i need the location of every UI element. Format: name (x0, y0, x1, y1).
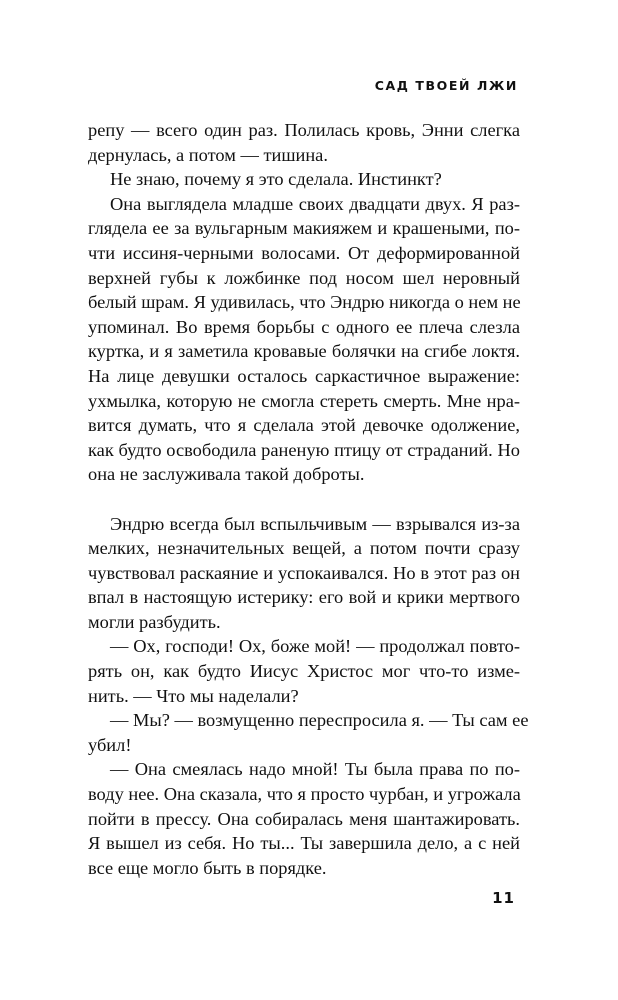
section-break (88, 487, 520, 512)
text-line: вится думать, что я сделала этой девочке одолжение, (88, 415, 520, 436)
text-line: Я вышел из себя. Но ты... Ты завершила дело, а с ней (88, 833, 520, 854)
text-line: верхней губы к ложбинке под носом шел неровный (88, 267, 520, 288)
text-line: Эндрю всегда был вспыльчивым — взрывался из-за (110, 513, 520, 534)
text-line: рять он, как будто Иисус Христос мог что-то изме- (88, 661, 520, 682)
running-title: САД ТВОЕЙ ЛЖИ (374, 78, 518, 93)
text-line: упоминал. Во время борьбы с одного ее плеча слезла (88, 316, 520, 337)
text-line: мелких, незначительных вещей, а потом почти сразу (88, 538, 520, 559)
text-line: дернулась, а потом — тишина. (88, 144, 328, 165)
text-line: как будто освободила раненую птицу от страданий. Но (88, 439, 520, 460)
page-number: 11 (492, 889, 515, 907)
text-line: — Мы? — возмущенно переспросила я. — Ты сам ее (110, 710, 529, 731)
text-line: На лице девушки осталось саркастичное выражение: (88, 365, 520, 386)
text-line: белый шрам. Я удивилась, что Эндрю никогда о нем не (88, 292, 521, 313)
text-line: убил! (88, 734, 132, 755)
text-line: — Она смеялась надо мной! Ты была права по по- (110, 759, 520, 780)
text-line: все еще могло быть в порядке. (88, 857, 327, 878)
text-line: репу — всего один раз. Полилась кровь, Энни слегка (88, 120, 520, 140)
text-line: — Ох, господи! Ох, боже мой! — продолжал повто- (110, 636, 520, 657)
text-line: куртка, и я заметила кровавые болячки на сгибе локтя. (88, 341, 520, 362)
text-line: впал в настоящую истерику: его вой и крики мертвого (88, 587, 520, 608)
text-line: могли разбудить. (88, 611, 221, 632)
body-text (88, 118, 529, 880)
text-line: глядела ее за вульгарным макияжем и крашеными, по- (88, 218, 520, 239)
text-line: чти иссиня-черными волосами. От деформированной (88, 242, 520, 263)
text-line: Она выглядела младше своих двадцати двух. Я раз- (110, 193, 520, 214)
text-line: пойти в прессу. Она собиралась меня шантажировать. (88, 808, 520, 829)
text-line: она не заслуживала такой доброты. (88, 464, 365, 485)
text-line: ухмылка, которую не смогла стереть смерть. Мне нра- (88, 390, 520, 411)
text-line: воду нее. Она сказала, что я просто чурбан, и угрожала (88, 784, 521, 805)
text-line: чувствовал раскаяние и успокаивался. Но в этот раз он (88, 562, 520, 583)
text-line: нить. — Что мы наделали? (88, 685, 299, 706)
text-line: Не знаю, почему я это сделала. Инстинкт? (110, 169, 442, 190)
